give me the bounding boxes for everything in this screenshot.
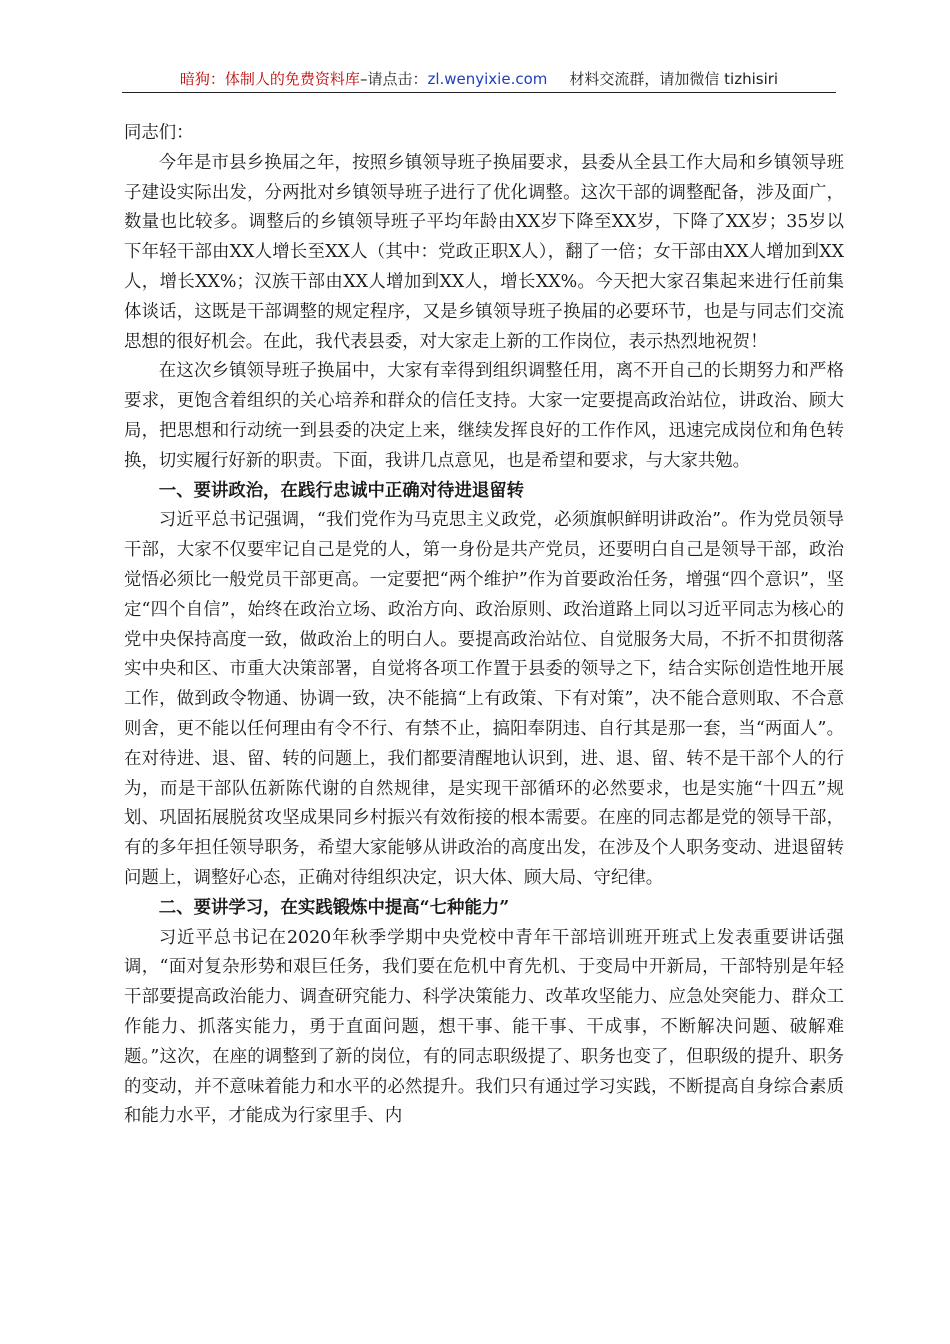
document-body bbox=[124, 119, 844, 1132]
paragraph-2: 在这次乡镇领导班子换届中，大家有幸得到组织调整任用，离不开自己的长期努力和严格要求，更饱含着组织的关心培养和群众的信任支持。大家一定要提高政治站位，讲政治、顾大局，把思想和行动统一到县委的决定上来，继续发挥良好的工作作风，迅速完成岗位和角色转换，切实履行好新的职责。下面，我讲几点意见，也是希望和要求，与大家共勉。 bbox=[124, 361, 844, 471]
salutation: 同志们： bbox=[124, 123, 194, 143]
paragraph-1: 今年是市县乡换届之年，按照乡镇领导班子换届要求，县委从全县工作大局和乡镇领导班子建设实际出发，分两批对乡镇领导班子进行了优化调整。这次干部的调整配备，涉及面广，数量也比较多。调整后的乡镇领导班子平均年龄由XX岁下降至XX岁，下降了XX岁；35岁以下年轻干部由XX人增长至XX人（其中：党政正职X人），翻了一倍；女干部由XX人增加到XX人，增长XX%；汉族干部由XX人增加到XX人，增长XX%。今天把大家召集起来进行任前集体谈话，这既是干部调整的规定程序，又是乡镇领导班子换届的必要环节，也是与同志们交流思想的很好机会。在此，我代表县委，对大家走上新的工作岗位，表示热烈地祝贺！ bbox=[124, 152, 844, 352]
section-heading-2: 二、要讲学习，在实践锻炼中提高“七种能力” bbox=[158, 897, 510, 918]
header-link-prefix: –请点击： bbox=[359, 70, 428, 88]
header-link[interactable]: zl.wenyixie.com bbox=[427, 70, 548, 88]
paragraph-3: 习近平总书记强调，“我们党作为马克思主义政党，必须旗帜鲜明讲政治”。作为党员领导干部，大家不仅要牢记自己是党的人，第一身份是共产党员，还要明白自己是领导干部，政治觉悟必须比一般党员干部更高。一定要把“两个维护”作为首要政治任务，增强“四个意识”，坚定“四个自信”，始终在政治立场、政治方向、政治原则、政治道路上同以习近平同志为核心的党中央保持高度一致，做政治上的明白人。要提高政治站位、自觉服务大局，不折不扣贯彻落实中央和区、市重大决策部署，自觉将各项工作置于县委的领导之下，结合实际创造性地开展工作，做到政令物通、协调一致，决不能搞“上有政策、下有对策”，决不能合意则取、不合意则舍，更不能以任何理由有令不行、有禁不止，搞阳奉阴违、自行其是那一套，当“两面人”。在对待进、退、留、转的问题上，我们都要清醒地认识到，进、退、留、转不是干部个人的行为，而是干部队伍新陈代谢的自然规律，是实现干部循环的必然要求，也是实施“十四五”规划、巩固拓展脱贫攻坚成果同乡村振兴有效衔接的根本需要。在座的同志都是党的领导干部，有的多年担任领导职务，希望大家能够从讲政治的高度出发，在涉及个人职务变动、进退留转问题上，调整好心态，正确对待组织决定，识大体、顾大局、守纪律。 bbox=[124, 510, 844, 888]
paragraph-4: 习近平总书记在2020年秋季学期中央党校中青年干部培训班开班式上发表重要讲话强调，“面对复杂形势和艰巨任务，我们要在危机中育先机、于变局中开新局，干部特别是年轻干部要提高政治能力、调查研究能力、科学决策能力、改革攻坚能力、应急处突能力、群众工作能力、抓落实能力，勇于直面问题，想干事、能干事、干成事，不断解决问题、破解难题。”这次，在座的调整到了新的岗位，有的同志职级提了、职务也变了，但职级的提升、职务的变动，并不意味着能力和水平的必然提升。我们只有通过学习实践，不断提高自身综合素质和能力水平，才能成为行家里手、内 bbox=[124, 927, 844, 1127]
header-contact: 材料交流群，请加微信 tizhisiri bbox=[569, 70, 779, 88]
page-header bbox=[122, 66, 836, 93]
header-brand: 暗狗：体制人的免费资料库 bbox=[179, 70, 360, 88]
section-heading-1: 一、要讲政治，在践行忠诚中正确对待进退留转 bbox=[158, 480, 525, 501]
